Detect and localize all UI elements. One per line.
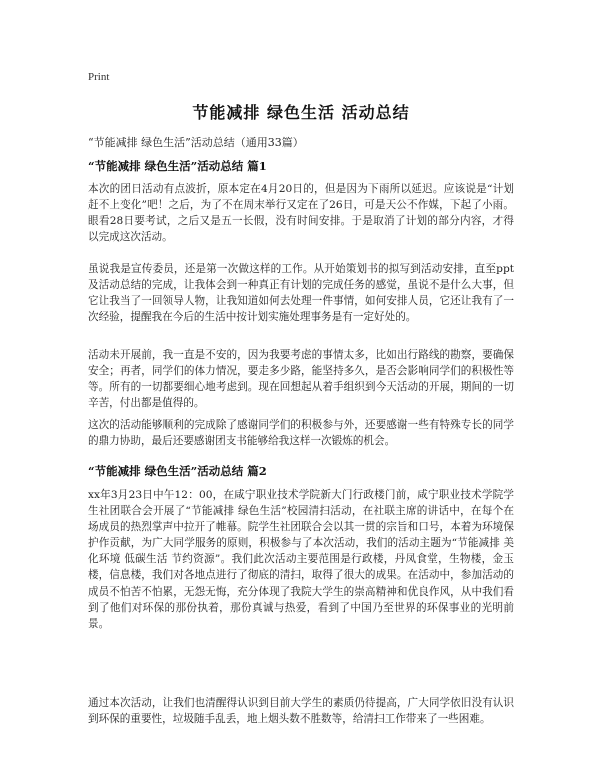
section-1-paragraph-2: 虽说我是宣传委员，还是第一次做这样的工作。从开始策划书的拟写到活动安排，直至ppt及活动总结的完成，让我体会到一种真正有计划的完成任务的感觉，虽说不是什么大事，但它让我当了一回领导人物，让我知道如何去处理一件事情，如何安排人员，它还让我有了一次经验，提醒我在今后的生活中按计划实施处理事务是有一定好处的。 [88, 263, 514, 324]
section-1-paragraph-3: 活动未开展前，我一直是不安的，因为我要考虑的事情太多，比如出行路线的勘察，要确保安全；再者，同学们的体力情况，要走多少路，能坚持多久，是否会影响同学们的积极性等等。所有的一切都要细心地考虑到。现在回想起从着手组织到今天活动的开展，期间的一切辛苦，付出都是值得的。 [88, 349, 514, 410]
document-subtitle: “节能减排 绿色生活”活动总结（通用33篇） [88, 136, 304, 149]
section-1-paragraph-1: 本次的团日活动有点波折，原本定在4月20日的，但是因为下雨所以延迟。应该说是“计划赶不上变化”吧！之后，为了不在周末举行又定在了26日，可是天公不作媒，下起了小雨。眼看28日要考试，之后又是五一长假，没有时间安排。于是取消了计划的部分内容，才得以完成这次活动。 [88, 183, 514, 244]
section-1-paragraph-4: 这次的活动能够顺利的完成除了感谢同学们的积极参与外，还要感谢一些有特殊专长的同学的鼎力协助，最后还要感谢团支书能够给我这样一次锻炼的机会。 [88, 419, 514, 448]
print-link[interactable]: Print [88, 71, 110, 83]
section-heading-1: “节能减排 绿色生活”活动总结 篇1 [88, 159, 267, 173]
section-2-paragraph-1: xx年3月23日中午12：00，在咸宁职业技术学院新大门行政楼门前，咸宁职业技术学院学生社团联合会开展了“节能减排 绿色生活”校园清扫活动，在社联主席的讲话中，在每个在场成员的热烈掌声中拉开了帷幕。院学生社团联合会以其一贯的宗旨和口号，本着为环境保护作贡献，为广大同学服务的原则，积极参与了本次活动，我们的活动主题为“节能减排 美化环境 低碳生活 节约资源”。我们此次活动主要范围是行政楼，丹凤食堂，生物楼，金玉楼，信息楼，我们对各地点进行了彻底的清扫，取得了很大的成果。在活动中，参加活动的成员不怕苦不怕累，无怨无悔，充分体现了我院大学生的崇高精神和优良作风，从中我们看到了他们对环保的那份执着，那份真诚与热爱，看到了中国乃至世界的环保事业的光明前景。 [88, 489, 514, 630]
section-heading-2: “节能减排 绿色生活”活动总结 篇2 [88, 464, 267, 478]
section-2-paragraph-2: 通过本次活动，让我们也清醒得认识到目前大学生的素质仍待提高，广大同学依旧没有认识到环保的重要性，垃圾随手乱丢，地上烟头数不胜数等，给清扫工作带来了一些困难。 [88, 697, 514, 726]
page-title: 节能减排 绿色生活 活动总结 [192, 103, 410, 122]
